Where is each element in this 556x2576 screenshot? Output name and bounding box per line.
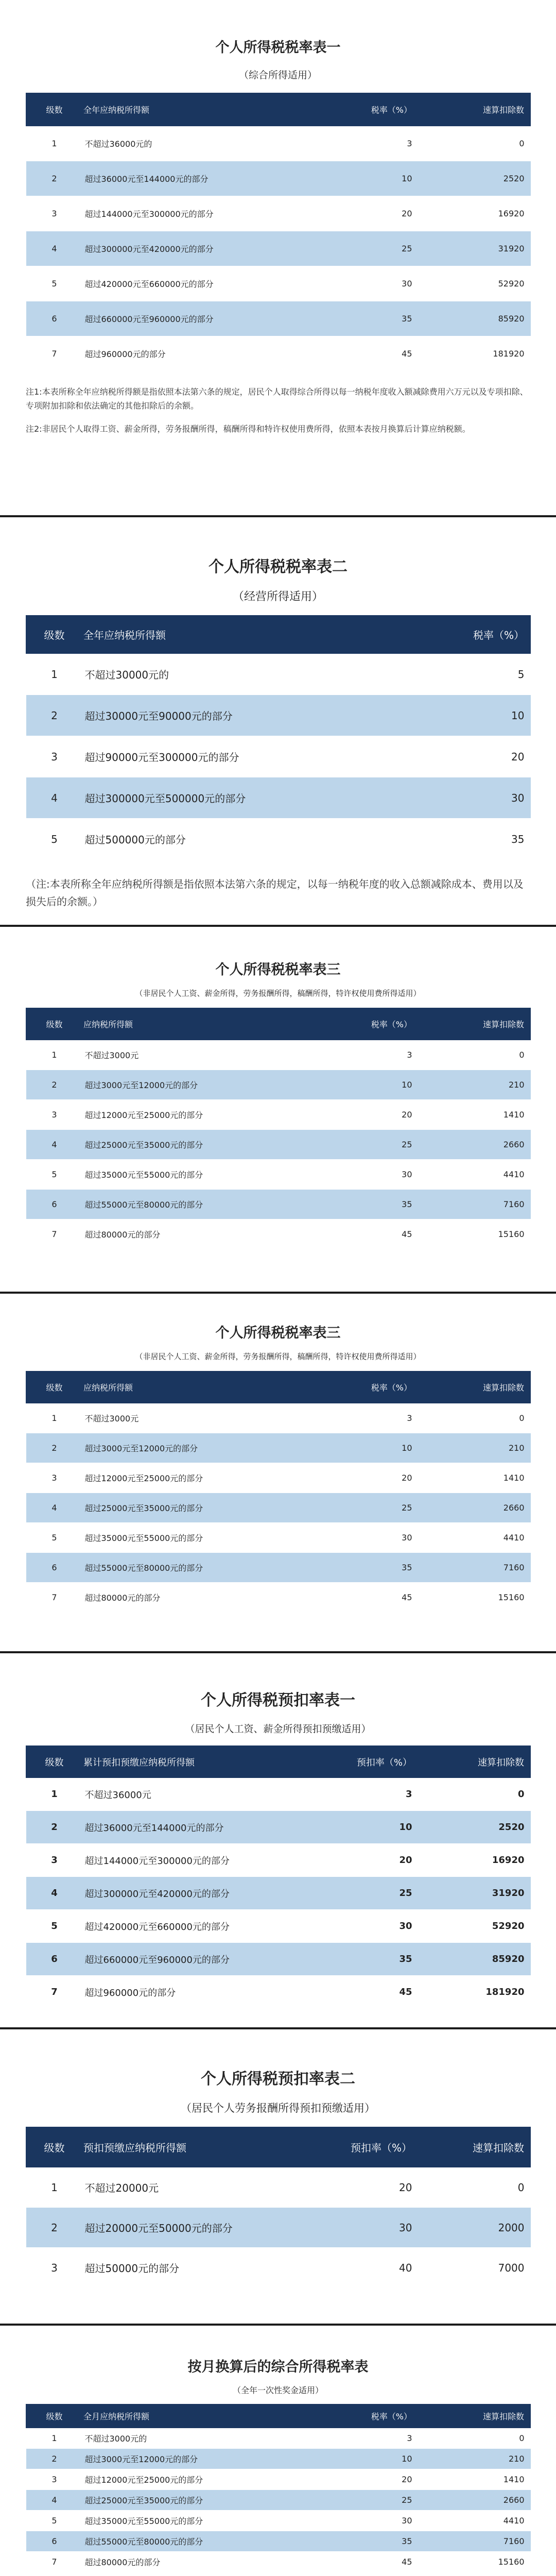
table-title: 个人所得税预扣率表二 [201,2070,355,2088]
cell-deduction: 2660 [423,2490,531,2511]
table-row [26,336,531,371]
table-subtitle: （居民个人工资、薪金所得预扣预缴适用） [185,1723,371,1735]
cell-rate: 20 [340,196,423,231]
table-row [26,1844,531,1877]
cell-level: 5 [26,1910,83,1943]
section-divider [0,2324,556,2326]
header-deduction: 速算扣除数 [423,2127,531,2167]
table-body [26,126,531,371]
cell-level: 5 [26,266,83,301]
table-subtitle: （非居民个人工资、薪金所得，劳务报酬所得，稿酬所得，特许权使用费所得适用） [135,989,421,998]
cell-deduction: 2000 [423,2208,531,2248]
cell-income-range: 超过50000元的部分 [83,2248,330,2288]
cell-income-range: 超过144000元至300000元的部分 [83,196,340,231]
table-body [26,1403,531,1613]
cell-rate: 5 [418,654,531,695]
cell-level: 6 [26,1943,83,1976]
cell-level: 2 [26,1433,83,1463]
cell-income-range: 不超过3000元 [83,1403,340,1433]
cell-income-range: 不超过20000元 [83,2167,330,2208]
cell-deduction: 2660 [423,1130,531,1160]
cell-income-range: 不超过36000元的 [83,126,340,161]
table-row [26,1778,531,1811]
cell-rate: 40 [330,2248,423,2288]
table-note: （注:本表所称全年应纳税所得额是指依照本法第六条的规定，以每一纳税年度的收入总额减除成本、费用以及损失后的余额。） [26,878,524,908]
table-row [26,1493,531,1523]
cell-income-range: 超过90000元至300000元的部分 [83,736,418,777]
table-row [26,161,531,196]
section-divider [0,1651,556,1653]
cell-rate: 30 [340,2511,423,2531]
header-level: 级数 [26,1371,83,1403]
cell-level: 1 [26,1403,83,1433]
cell-level: 5 [26,1523,83,1553]
cell-level: 3 [26,1463,83,1493]
table-row [26,1553,531,1583]
tax-table-section-3 [26,958,530,1249]
cell-income-range: 不超过3000元的 [83,2428,340,2449]
table-row [26,1219,531,1249]
table-body [26,2428,531,2572]
cell-rate: 25 [340,231,423,266]
cell-level: 5 [26,2511,83,2531]
tax-table-section-6 [26,2066,530,2288]
header-rate: 预扣率（%） [340,1746,423,1778]
header-level: 级数 [26,616,83,654]
header-deduction: 速算扣除数 [423,1371,531,1403]
cell-rate: 45 [340,1583,423,1613]
table-row [26,1943,531,1976]
cell-level: 4 [26,231,83,266]
cell-level: 2 [26,2208,83,2248]
cell-rate: 10 [340,2449,423,2469]
cell-rate: 10 [340,1070,423,1100]
cell-deduction: 52920 [423,1910,531,1943]
table-title: 个人所得税税率表三 [215,962,341,978]
cell-rate: 45 [340,336,423,371]
cell-income-range: 超过36000元至144000元的部分 [83,161,340,196]
cell-rate: 35 [340,1190,423,1219]
table-row [26,2490,531,2511]
cell-level: 4 [26,1130,83,1160]
cell-income-range: 超过660000元至960000元的部分 [83,1943,340,1976]
table-subtitle: （居民个人劳务报酬所得预扣预缴适用） [181,2102,375,2114]
header-rate: 税率（%） [340,93,423,126]
cell-deduction: 7160 [423,1553,531,1583]
cell-rate: 30 [340,1160,423,1190]
cell-rate: 30 [330,2208,423,2248]
cell-level: 4 [26,1493,83,1523]
cell-income-range: 超过80000元的部分 [83,1583,340,1613]
cell-income-range: 超过300000元至420000元的部分 [83,231,340,266]
cell-deduction: 210 [423,1433,531,1463]
cell-income-range: 超过20000元至50000元的部分 [83,2208,330,2248]
table-body [26,2167,531,2288]
cell-level: 6 [26,301,83,336]
cell-level: 5 [26,1160,83,1190]
cell-level: 2 [26,695,83,736]
cell-deduction: 4410 [423,2511,531,2531]
cell-level: 2 [26,2449,83,2469]
table-row [26,2449,531,2469]
cell-income-range: 超过35000元至55000元的部分 [83,1523,340,1553]
header-deduction: 速算扣除数 [423,2404,531,2428]
tax-rate-table [26,2127,531,2288]
cell-level: 2 [26,1070,83,1100]
header-rate: 税率（%） [340,1008,423,1040]
header-income: 全年应纳税所得额 [83,93,340,126]
cell-deduction: 31920 [423,231,531,266]
header-income: 全月应纳税所得额 [83,2404,340,2428]
table-row [26,1160,531,1190]
cell-level: 7 [26,1219,83,1249]
cell-rate: 30 [340,1523,423,1553]
cell-level: 2 [26,161,83,196]
cell-rate: 35 [340,1553,423,1583]
table-row [26,695,531,736]
table-row [26,736,531,777]
cell-income-range: 超过660000元至960000元的部分 [83,301,340,336]
table-body [26,654,531,860]
cell-level: 3 [26,1100,83,1130]
header-level: 级数 [26,1746,83,1778]
cell-level: 1 [26,2167,83,2208]
cell-level: 3 [26,2248,83,2288]
cell-deduction: 2660 [423,1493,531,1523]
header-deduction: 速算扣除数 [423,1008,531,1040]
cell-income-range: 超过80000元的部分 [83,1219,340,1249]
table-title: 按月换算后的综合所得税率表 [187,2359,369,2375]
cell-level: 4 [26,2490,83,2511]
cell-level: 1 [26,126,83,161]
cell-deduction: 1410 [423,2469,531,2490]
cell-income-range: 超过144000元至300000元的部分 [83,1844,340,1877]
cell-income-range: 超过3000元至12000元的部分 [83,2449,340,2469]
table-row [26,1523,531,1553]
cell-deduction: 16920 [423,196,531,231]
cell-income-range: 超过3000元至12000元的部分 [83,1070,340,1100]
table-subtitle: （经营所得适用） [232,590,323,603]
cell-rate: 30 [418,777,531,819]
cell-deduction: 181920 [423,1976,531,2009]
header-deduction: 速算扣除数 [423,1746,531,1778]
cell-income-range: 超过3000元至12000元的部分 [83,1433,340,1463]
table-row [26,1190,531,1219]
header-income: 应纳税所得额 [83,1008,340,1040]
cell-deduction: 1410 [423,1100,531,1130]
table-row [26,654,531,695]
header-income: 应纳税所得额 [83,1371,340,1403]
header-income: 累计预扣预缴应纳税所得额 [83,1746,340,1778]
table-row [26,2428,531,2449]
cell-deduction: 7160 [423,1190,531,1219]
table-row [26,1100,531,1130]
cell-level: 7 [26,336,83,371]
table-row [26,1583,531,1613]
table-row [26,1040,531,1070]
tax-table-section-5 [26,1687,530,2009]
tax-table-section-4 [26,1321,530,1613]
cell-level: 3 [26,736,83,777]
tax-table-section-2 [26,554,530,910]
cell-income-range: 超过300000元至500000元的部分 [83,777,418,819]
cell-deduction: 0 [423,1403,531,1433]
tax-rate-table [26,1371,531,1613]
cell-income-range: 超过12000元至25000元的部分 [83,1463,340,1493]
table-row [26,2167,531,2208]
cell-income-range: 超过35000元至55000元的部分 [83,1160,340,1190]
table-row [26,2531,531,2552]
cell-level: 6 [26,1553,83,1583]
cell-rate: 10 [340,1433,423,1463]
header-rate: 税率（%） [340,1371,423,1403]
cell-rate: 45 [340,2552,423,2572]
table-title: 个人所得税税率表一 [215,40,341,56]
cell-income-range: 超过960000元的部分 [83,336,340,371]
cell-income-range: 超过25000元至35000元的部分 [83,1493,340,1523]
cell-rate: 20 [418,736,531,777]
table-subtitle: （非居民个人工资、薪金所得，劳务报酬所得，稿酬所得，特许权使用费所得适用） [135,1352,421,1361]
cell-deduction: 4410 [423,1160,531,1190]
cell-income-range: 超过55000元至80000元的部分 [83,1553,340,1583]
table-row [26,2248,531,2288]
tax-table-section-7 [26,2355,530,2572]
cell-rate: 10 [418,695,531,736]
cell-deduction: 7160 [423,2531,531,2552]
header-level: 级数 [26,1008,83,1040]
cell-level: 1 [26,1778,83,1811]
table-row [26,1811,531,1844]
tax-table-section-1 [26,36,530,436]
tax-rate-table [26,93,531,371]
cell-deduction: 210 [423,1070,531,1100]
cell-rate: 3 [340,2428,423,2449]
table-row [26,1463,531,1493]
cell-deduction: 4410 [423,1523,531,1553]
cell-level: 7 [26,2552,83,2572]
cell-income-range: 超过30000元至90000元的部分 [83,695,418,736]
table-title: 个人所得税税率表二 [208,558,348,576]
section-divider [0,925,556,927]
table-row [26,2208,531,2248]
cell-income-range: 超过420000元至660000元的部分 [83,1910,340,1943]
table-note-1: 注1:本表所称全年应纳税所得额是指依照本法第六条的规定，居民个人取得综合所得以每一纳税年度收入额减除费用六万元以及专项扣除、专项附加扣除和依法确定的其他扣除后的余额。 [26,387,528,411]
section-divider [0,2027,556,2029]
cell-deduction: 2520 [423,161,531,196]
cell-income-range: 超过25000元至35000元的部分 [83,2490,340,2511]
tax-rate-table [26,1745,531,2009]
cell-rate: 20 [340,1100,423,1130]
cell-deduction: 181920 [423,336,531,371]
section-divider [0,515,556,517]
cell-deduction: 7000 [423,2248,531,2288]
cell-deduction: 52920 [423,266,531,301]
cell-income-range: 超过12000元至25000元的部分 [83,1100,340,1130]
cell-rate: 20 [330,2167,423,2208]
cell-rate: 25 [340,2490,423,2511]
cell-level: 2 [26,1811,83,1844]
cell-rate: 20 [340,2469,423,2490]
table-row [26,2469,531,2490]
table-row [26,1403,531,1433]
cell-rate: 35 [340,2531,423,2552]
cell-rate: 35 [418,819,531,860]
cell-level: 7 [26,1976,83,2009]
table-row [26,819,531,860]
cell-deduction: 16920 [423,1844,531,1877]
header-rate: 预扣率（%） [330,2127,423,2167]
cell-rate: 25 [340,1877,423,1910]
header-rate: 税率（%） [418,616,531,654]
tax-rate-table [26,1008,531,1249]
cell-income-range: 超过55000元至80000元的部分 [83,2531,340,2552]
cell-deduction: 0 [423,2428,531,2449]
cell-rate: 10 [340,1811,423,1844]
cell-deduction: 85920 [423,301,531,336]
cell-deduction: 0 [423,1040,531,1070]
table-row [26,1877,531,1910]
table-row [26,777,531,819]
table-body [26,1040,531,1249]
cell-income-range: 超过35000元至55000元的部分 [83,2511,340,2531]
cell-rate: 30 [340,1910,423,1943]
cell-income-range: 超过55000元至80000元的部分 [83,1190,340,1219]
cell-rate: 3 [340,1403,423,1433]
header-deduction: 速算扣除数 [423,93,531,126]
table-row [26,126,531,161]
header-level: 级数 [26,2127,83,2167]
header-rate: 税率（%） [340,2404,423,2428]
cell-income-range: 超过80000元的部分 [83,2552,340,2572]
cell-level: 4 [26,777,83,819]
cell-income-range: 超过36000元至144000元的部分 [83,1811,340,1844]
table-row [26,2511,531,2531]
cell-rate: 45 [340,1976,423,2009]
header-level: 级数 [26,2404,83,2428]
header-income: 预扣预缴应纳税所得额 [83,2127,330,2167]
table-body [26,1778,531,2009]
cell-rate: 30 [340,266,423,301]
cell-rate: 10 [340,161,423,196]
tax-rate-table [26,2404,531,2572]
cell-income-range: 不超过30000元的 [83,654,418,695]
cell-deduction: 0 [423,1778,531,1811]
cell-deduction: 2520 [423,1811,531,1844]
cell-deduction: 15160 [423,1583,531,1613]
cell-rate: 3 [340,1778,423,1811]
cell-income-range: 超过12000元至25000元的部分 [83,2469,340,2490]
cell-level: 1 [26,1040,83,1070]
cell-rate: 20 [340,1844,423,1877]
cell-level: 7 [26,1583,83,1613]
table-title: 个人所得税预扣率表一 [201,1691,355,1709]
cell-deduction: 1410 [423,1463,531,1493]
cell-deduction: 210 [423,2449,531,2469]
cell-level: 1 [26,654,83,695]
cell-rate: 25 [340,1493,423,1523]
table-row [26,1070,531,1100]
cell-income-range: 超过500000元的部分 [83,819,418,860]
cell-deduction: 15160 [423,2552,531,2572]
table-row [26,196,531,231]
cell-income-range: 超过960000元的部分 [83,1976,340,2009]
cell-level: 3 [26,2469,83,2490]
cell-level: 1 [26,2428,83,2449]
table-row [26,1976,531,2009]
cell-deduction: 85920 [423,1943,531,1976]
cell-deduction: 31920 [423,1877,531,1910]
cell-rate: 35 [340,1943,423,1976]
cell-rate: 3 [340,126,423,161]
cell-income-range: 超过25000元至35000元的部分 [83,1130,340,1160]
cell-income-range: 超过300000元至420000元的部分 [83,1877,340,1910]
cell-deduction: 15160 [423,1219,531,1249]
table-note-2: 注2:非居民个人取得工资、薪金所得，劳务报酬所得，稿酬所得和特许权使用费所得，依照本表按月换算后计算应纳税额。 [26,424,471,434]
table-row [26,231,531,266]
header-income: 全年应纳税所得额 [83,616,418,654]
cell-rate: 3 [340,1040,423,1070]
tax-rate-table [26,615,531,860]
cell-rate: 45 [340,1219,423,1249]
table-row [26,1433,531,1463]
cell-income-range: 超过420000元至660000元的部分 [83,266,340,301]
cell-income-range: 不超过3000元 [83,1040,340,1070]
cell-level: 3 [26,196,83,231]
header-level: 级数 [26,93,83,126]
cell-level: 4 [26,1877,83,1910]
cell-income-range: 不超过36000元 [83,1778,340,1811]
table-row [26,1130,531,1160]
cell-deduction: 0 [423,126,531,161]
table-row [26,2552,531,2572]
cell-rate: 25 [340,1130,423,1160]
table-title: 个人所得税税率表三 [215,1325,341,1341]
cell-deduction: 0 [423,2167,531,2208]
cell-level: 3 [26,1844,83,1877]
table-row [26,301,531,336]
cell-level: 6 [26,1190,83,1219]
table-row [26,266,531,301]
cell-level: 5 [26,819,83,860]
cell-level: 6 [26,2531,83,2552]
cell-rate: 35 [340,301,423,336]
cell-rate: 20 [340,1463,423,1493]
section-divider [0,1292,556,1294]
table-row [26,1910,531,1943]
table-subtitle: （综合所得适用） [238,70,317,81]
table-subtitle: （全年一次性奖金适用） [232,2385,323,2395]
